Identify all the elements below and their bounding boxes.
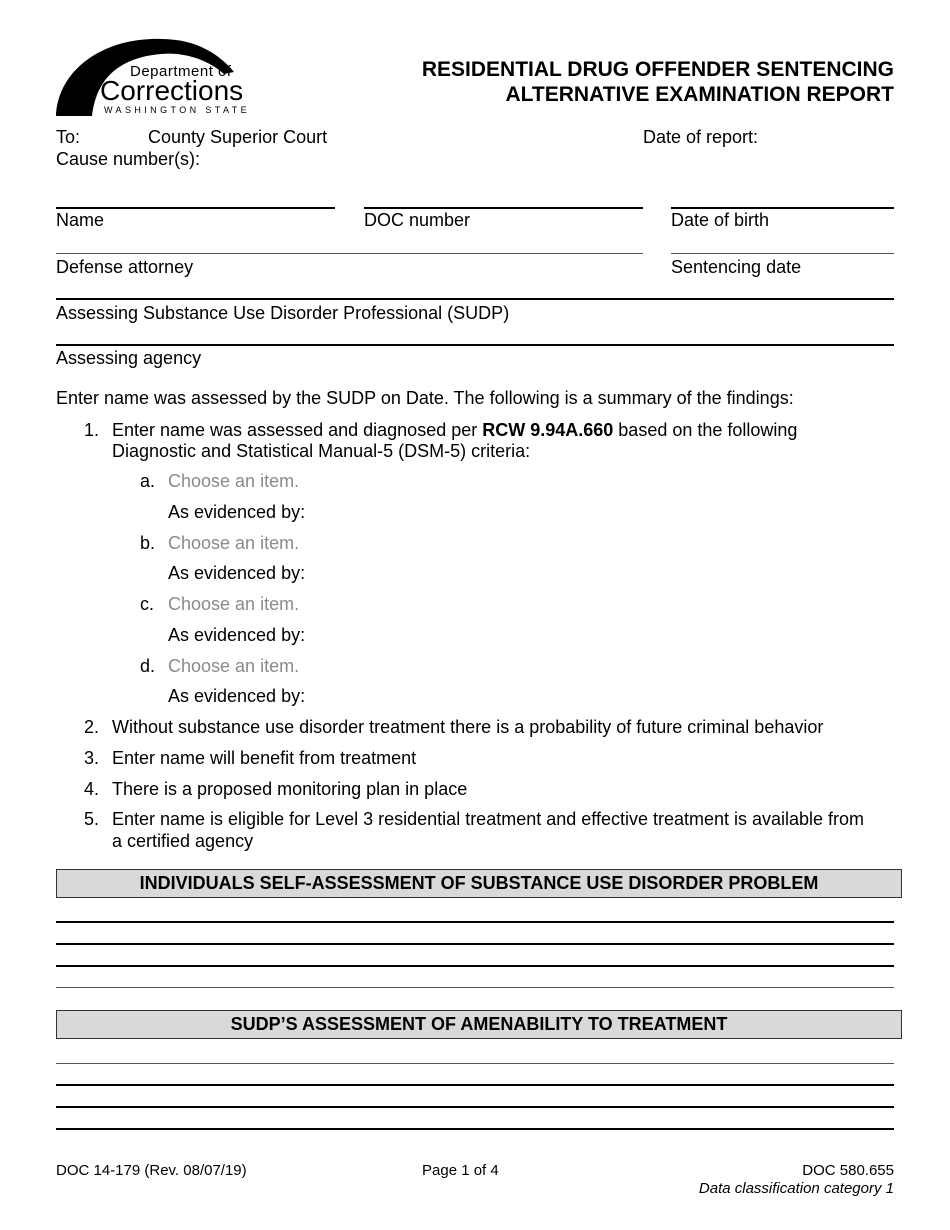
- dob-label: Date of birth: [671, 210, 770, 230]
- footer-form-id: DOC 14-179 (Rev. 08/07/19): [56, 1162, 247, 1179]
- logo-line3: WASHINGTON STATE: [104, 105, 251, 115]
- agency-field-line[interactable]: [56, 344, 894, 346]
- item5-line1: Enter name is eligible for Level 3 residential treatment and effective treatment is available from: [112, 809, 865, 829]
- defense-attorney-label: Defense attorney: [56, 257, 194, 277]
- item1-rcw: RCW 9.94A.660: [482, 420, 614, 440]
- criteria-a-dropdown[interactable]: Choose an item.: [168, 471, 300, 491]
- to-value[interactable]: County Superior Court: [148, 127, 328, 147]
- sudp-assessment-line-1[interactable]: [56, 1063, 894, 1064]
- criteria-b-evidence: As evidenced by:: [168, 563, 306, 583]
- criteria-d-letter: d.: [140, 656, 156, 676]
- item4-number: 4.: [84, 779, 100, 799]
- criteria-a-evidence: As evidenced by:: [168, 502, 306, 522]
- self-assessment-header: INDIVIDUALS SELF-ASSESSMENT OF SUBSTANCE USE DISORDER PROBLEM: [56, 869, 902, 898]
- sudp-assessment-header: SUDP’S ASSESSMENT OF AMENABILITY TO TREATMENT: [56, 1010, 902, 1039]
- item5-number: 5.: [84, 809, 100, 829]
- criteria-c-letter: c.: [140, 594, 155, 614]
- criteria-b-letter: b.: [140, 533, 156, 553]
- title-line2: ALTERNATIVE EXAMINATION REPORT: [505, 83, 894, 106]
- defense-attorney-field-line[interactable]: [56, 253, 643, 254]
- criteria-a-letter: a.: [140, 471, 156, 491]
- item1-number: 1.: [84, 420, 100, 440]
- to-label: To:: [56, 127, 81, 147]
- agency-label: Assessing agency: [56, 348, 202, 368]
- item1-line2: Diagnostic and Statistical Manual-5 (DSM-5) criteria:: [112, 441, 531, 461]
- item3-number: 3.: [84, 748, 100, 768]
- item4-text: There is a proposed monitoring plan in place: [112, 779, 468, 799]
- page-title: [422, 57, 894, 107]
- footer-page-number: Page 1 of 4: [422, 1162, 499, 1179]
- criteria-c-dropdown[interactable]: Choose an item.: [168, 594, 300, 614]
- footer-policy: DOC 580.655: [802, 1162, 894, 1179]
- item1-post: based on the following: [613, 420, 798, 440]
- doc-logo: [56, 36, 256, 118]
- self-assessment-line-1[interactable]: [56, 921, 894, 923]
- item1-pre: Enter name was assessed and diagnosed per: [112, 420, 483, 440]
- footer-classification: Data classification category 1: [698, 1180, 894, 1197]
- criteria-d-evidence: As evidenced by:: [168, 686, 306, 706]
- logo-line1: Department of: [130, 63, 232, 80]
- item2-text: Without substance use disorder treatment there is a probability of future criminal behavior: [112, 717, 824, 737]
- criteria-c-evidence: As evidenced by:: [168, 625, 306, 645]
- sentencing-date-label: Sentencing date: [671, 257, 802, 277]
- self-assessment-line-2[interactable]: [56, 943, 894, 945]
- summary-intro: Enter name was assessed by the SUDP on Date. The following is a summary of the findings:: [56, 388, 794, 408]
- sudp-assessment-line-4[interactable]: [56, 1128, 894, 1130]
- title-line1: RESIDENTIAL DRUG OFFENDER SENTENCING: [421, 58, 894, 81]
- item5-line2: a certified agency: [112, 831, 254, 851]
- item3-text: Enter name will benefit from treatment: [112, 748, 417, 768]
- item2-number: 2.: [84, 717, 100, 737]
- logo-line2: Corrections: [100, 75, 244, 106]
- sudp-label: Assessing Substance Use Disorder Professional (SUDP): [56, 303, 510, 323]
- doc-number-label: DOC number: [364, 210, 471, 230]
- criteria-d-dropdown[interactable]: Choose an item.: [168, 656, 300, 676]
- sudp-assessment-line-3[interactable]: [56, 1106, 894, 1108]
- sentencing-date-field-line[interactable]: [671, 253, 894, 254]
- item1-text: [112, 419, 797, 441]
- sudp-assessment-line-2[interactable]: [56, 1084, 894, 1086]
- date-of-report-label: Date of report:: [643, 127, 759, 147]
- cause-number-label: Cause number(s):: [56, 149, 201, 169]
- name-label: Name: [56, 210, 105, 230]
- criteria-b-dropdown[interactable]: Choose an item.: [168, 533, 300, 553]
- self-assessment-line-4[interactable]: [56, 987, 894, 988]
- sudp-field-line[interactable]: [56, 298, 894, 300]
- self-assessment-line-3[interactable]: [56, 965, 894, 967]
